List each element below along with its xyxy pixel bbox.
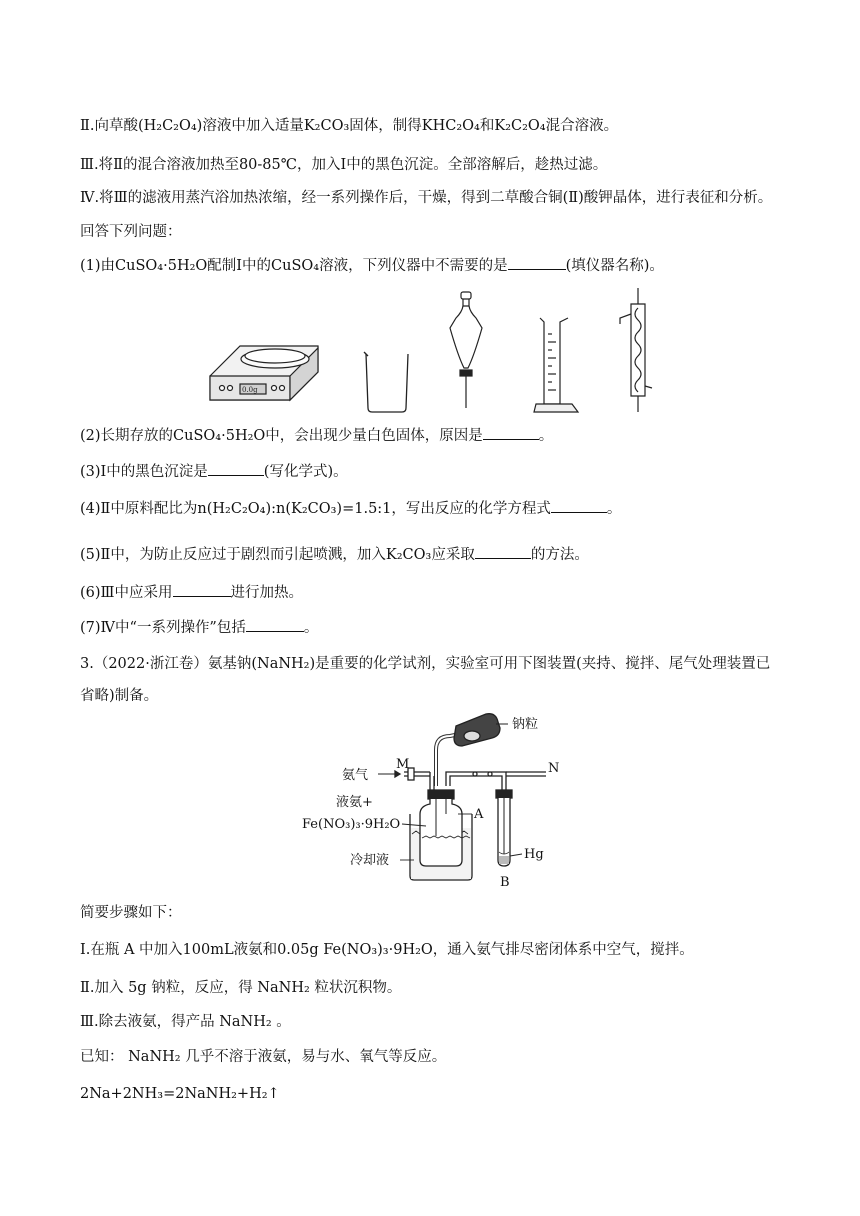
question-4-text: (4)Ⅱ中原料配比为n(H₂C₂O₄):n(K₂CO₃)=1.5:1，写出反应的化学方程式	[80, 501, 551, 517]
answer-blank-1[interactable]	[508, 269, 566, 270]
answer-blank-6[interactable]	[173, 596, 231, 597]
question-4-suffix: 。	[606, 501, 622, 517]
problem-3-title-cont: 省略)制备。	[80, 688, 159, 704]
step-2: Ⅱ.向草酸(H₂C₂O₄)溶液中加入适量K₂CO₃固体，制得KHC₂O₄和K₂C₂O₄混合溶液。	[80, 118, 619, 134]
label-hg: Hg	[524, 847, 544, 862]
answer-blank-4[interactable]	[551, 512, 607, 513]
electronic-balance-icon	[210, 346, 318, 400]
beaker-icon	[364, 352, 408, 412]
condenser-icon	[620, 288, 652, 412]
instrument-figure	[200, 288, 680, 416]
balance-display-text: 0.0g	[242, 386, 258, 394]
procedure-heading: 简要步骤如下：	[80, 905, 182, 921]
label-liquid-ammonia: 液氨+	[336, 795, 373, 810]
known-facts: 已知： NaNH₂ 几乎不溶于液氨，易与水、氧气等反应。	[80, 1049, 447, 1065]
question-2-text: (2)长期存放的CuSO₄·5H₂O中，会出现少量白色固体，原因是	[80, 428, 483, 444]
apparatus-diagram	[300, 710, 580, 896]
question-3-suffix: (写化学式)。	[263, 464, 348, 480]
step-3: Ⅲ.将Ⅱ的混合溶液加热至80-85℃，加入Ⅰ中的黑色沉淀。全部溶解后，趁热过滤。	[80, 157, 608, 173]
label-iron-nitrate: Fe(NO₃)₃·9H₂O	[302, 817, 401, 832]
question-4	[80, 499, 621, 519]
procedure-step-2: Ⅱ.加入 5g 钠粒，反应，得 NaNH₂ 粒状沉积物。	[80, 980, 402, 996]
label-coolant: 冷却液	[350, 853, 390, 868]
question-7-suffix: 。	[303, 620, 319, 636]
step-4: Ⅳ.将Ⅲ的滤液用蒸汽浴加热浓缩，经一系列操作后，干燥，得到二草酸合铜(Ⅱ)酸钾晶体，进行表征和分析。	[80, 190, 773, 206]
answer-blank-3[interactable]	[208, 475, 264, 476]
separatory-funnel-icon	[450, 292, 482, 408]
question-5-text: (5)Ⅱ中，为防止反应过于剧烈而引起喷溅，加入K₂CO₃应采取	[80, 547, 475, 563]
answer-blank-2[interactable]	[483, 439, 539, 440]
reaction-equation: 2Na+2NH₃=2NaNH₂+H₂↑	[80, 1086, 280, 1102]
label-ammonia: 氨气	[342, 768, 369, 783]
answer-blank-7[interactable]	[246, 631, 304, 632]
question-5	[80, 545, 589, 565]
procedure-step-1: Ⅰ.在瓶 A 中加入100mL液氨和0.05g Fe(NO₃)₃·9H₂O，通入氨气排尽密闭体系中空气，搅拌。	[80, 942, 694, 958]
question-3	[80, 462, 348, 482]
question-6-suffix: 进行加热。	[230, 585, 304, 601]
question-1	[80, 256, 664, 276]
answer-intro: 回答下列问题：	[80, 224, 182, 240]
label-m: M	[396, 757, 410, 772]
flask-a	[420, 799, 470, 866]
label-n: N	[548, 761, 560, 776]
question-2	[80, 426, 553, 446]
question-3-text: (3)Ⅰ中的黑色沉淀是	[80, 464, 208, 480]
label-sodium: 钠粒	[512, 717, 539, 732]
question-1-text: (1)由CuSO₄·5H₂O配制Ⅰ中的CuSO₄溶液，下列仪器中不需要的是	[80, 258, 508, 274]
procedure-step-3: Ⅲ.除去液氨，得产品 NaNH₂ 。	[80, 1014, 291, 1030]
answer-blank-5[interactable]	[475, 558, 531, 559]
test-tube-b	[496, 790, 512, 866]
question-7-text: (7)Ⅳ中“一系列操作”包括	[80, 620, 246, 636]
question-2-suffix: 。	[538, 428, 554, 444]
question-6	[80, 583, 303, 603]
question-7	[80, 618, 318, 638]
problem-3-title: 3.（2022·浙江卷）氨基钠(NaNH₂)是重要的化学试剂，实验室可用下图装置(夹持、搅拌、尾气处理装置已	[80, 656, 771, 672]
question-6-text: (6)Ⅲ中应采用	[80, 585, 173, 601]
question-5-suffix: 的方法。	[530, 547, 589, 563]
question-1-suffix: (填仪器名称)。	[565, 258, 664, 274]
sodium-container-icon	[454, 714, 500, 746]
graduated-cylinder-icon	[534, 318, 578, 412]
label-b: B	[500, 875, 510, 890]
label-a: A	[474, 807, 484, 822]
